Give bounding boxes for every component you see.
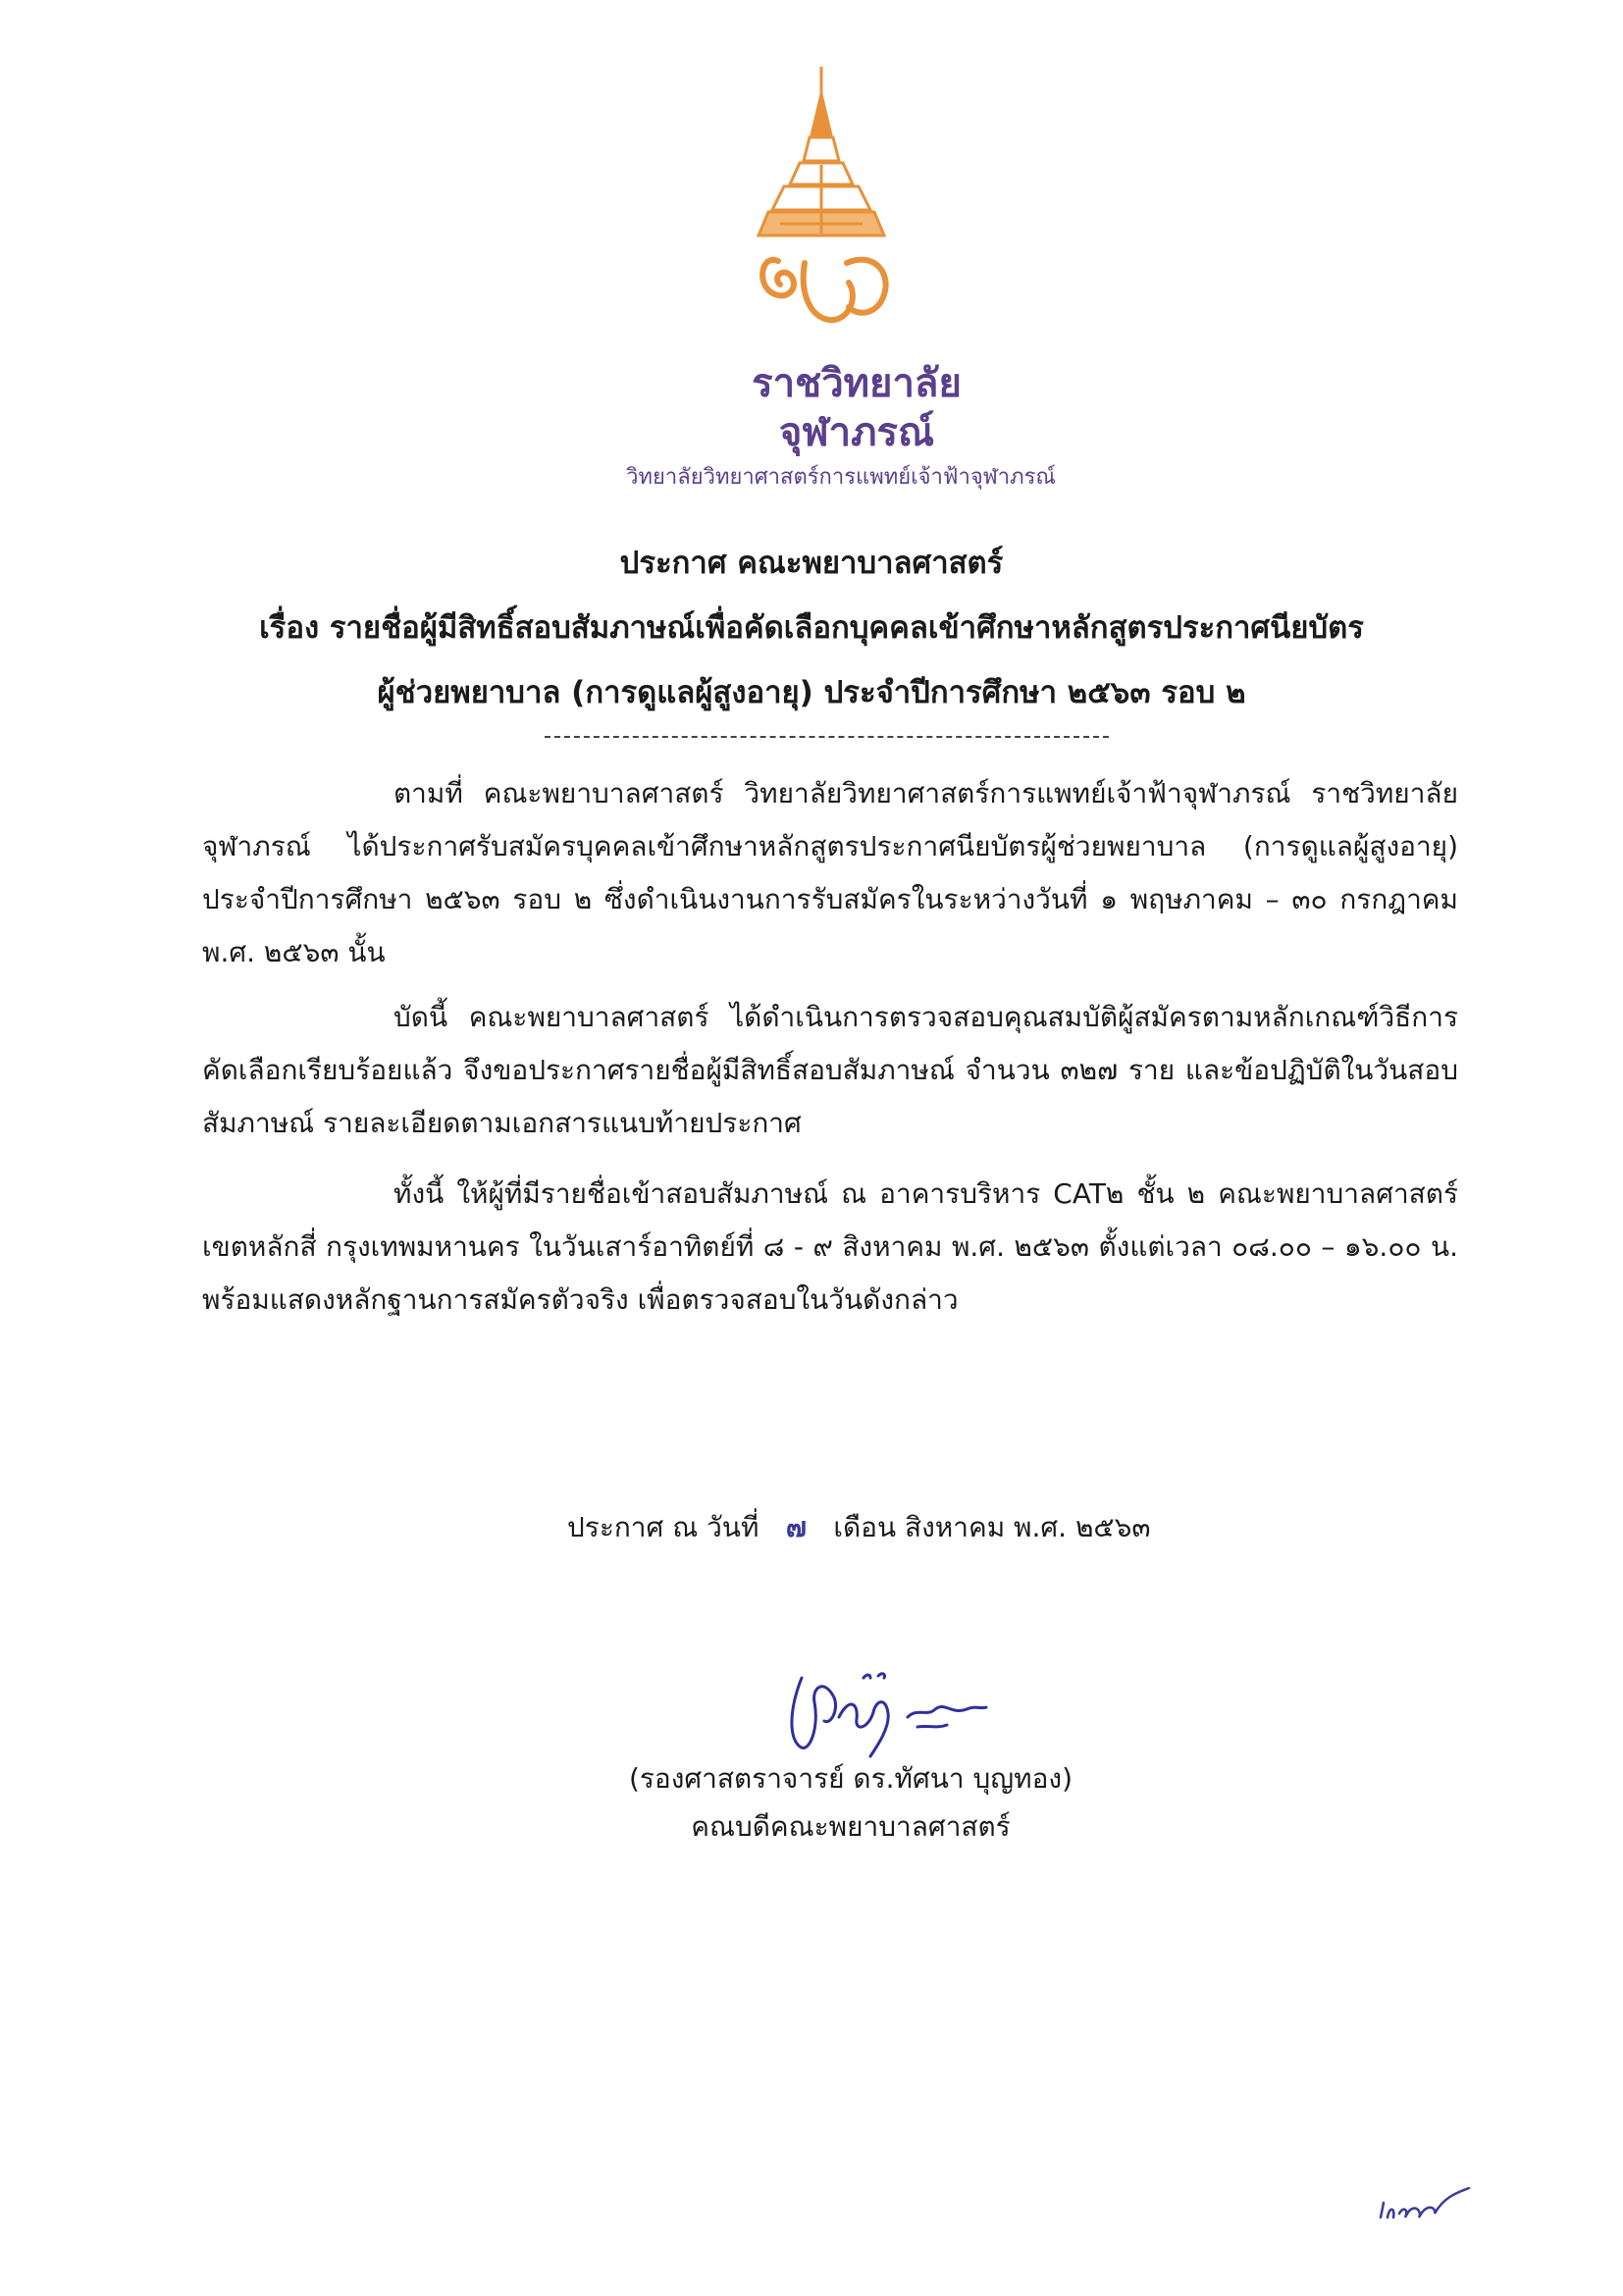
institution-name-line2: จุฬาภรณ์ [778,410,935,455]
signatory-title: คณบดีคณะพยาบาลศาสตร์ [691,1810,1011,1843]
institution-subname: วิทยาลัยวิทยาศาสตร์การแพทย์เจ้าฟ้าจุฬาภรณ์ [626,465,1056,490]
date-prefix: ประกาศ ณ วันที่ [567,1511,759,1543]
paragraph-1-text: ตามที่ คณะพยาบาลศาสตร์ วิทยาลัยวิทยาศาสตร์การแพทย์เจ้าฟ้าจุฬาภรณ์ ราชวิทยาลัยจุฬาภรณ์ ได้ประกาศรับสมัครบุคคลเข้าศึกษาหลักสูตรประกาศนียบัตรผู้ช่วยพยาบาล (การดูแลผู้สูงอายุ) ประจำปีการศึกษา ๒๕๖๓ รอบ ๒ ซึ่งดำเนินงานการรับสมัครในระหว่างวันที่ ๑ พฤษภาคม – ๓๐ กรกฎาคม พ.ศ. ๒๕๖๓ นั้น [202,777,1458,968]
announcement-date [567,1506,1151,1549]
royal-college-emblem-icon [751,67,893,332]
handwritten-initials-icon [1376,2178,1474,2232]
handwritten-signature-icon [780,1648,996,1766]
institution-name-line1: ราชวิทยาลัย [752,361,962,406]
body-paragraph-3 [202,1168,1458,1327]
announcement-subject-line1: เรื่อง รายชื่อผู้มีสิทธิ์สอบสัมภาษณ์เพื่อคัดเลือกบุคคลเข้าศึกษาหลักสูตรประกาศนียบัตร [259,610,1364,646]
paragraph-2-text: บัดนี้ คณะพยาบาลศาสตร์ ได้ดำเนินการตรวจสอบคุณสมบัติผู้สมัครตามหลักเกณฑ์วิธีการคัดเลือกเรียบร้อยแล้ว จึงขอประกาศรายชื่อผู้มีสิทธิ์สอบสัมภาษณ์ จำนวน ๓๒๗ ราย และข้อปฏิบัติในวันสอบสัมภาษณ์ รายละเอียดตามเอกสารแนบท้ายประกาศ [202,1001,1458,1139]
body-paragraph-2 [202,991,1458,1150]
date-day-handwritten: ๗ [785,1511,807,1543]
announcement-title: ประกาศ คณะพยาบาลศาสตร์ [619,546,1004,581]
date-suffix: เดือน สิงหาคม พ.ศ. ๒๕๖๓ [833,1511,1151,1543]
paragraph-3-text: ทั้งนี้ ให้ผู้ที่มีรายชื่อเข้าสอบสัมภาษณ์ ณ อาคารบริหาร CAT๒ ชั้น ๒ คณะพยาบาลศาสตร์ เขตหลักสี่ กรุงเทพมหานคร ในวันเสาร์อาทิตย์ที่ ๘ - ๙ สิงหาคม พ.ศ. ๒๕๖๓ ตั้งแต่เวลา ๐๘.๐๐ – ๑๖.๐๐ น. พร้อมแสดงหลักฐานการสมัครตัวจริง เพื่อตรวจสอบในวันดังกล่าว [202,1177,1458,1316]
heading-divider [545,736,1109,738]
announcement-subject-line2: ผู้ช่วยพยาบาล (การดูแลผู้สูงอายุ) ประจำปีการศึกษา ๒๕๖๓ รอบ ๒ [377,675,1246,710]
signatory-name: (รองศาสตราจารย์ ดร.ทัศนา บุญทอง) [628,1762,1073,1795]
body-paragraph-1 [202,767,1458,979]
